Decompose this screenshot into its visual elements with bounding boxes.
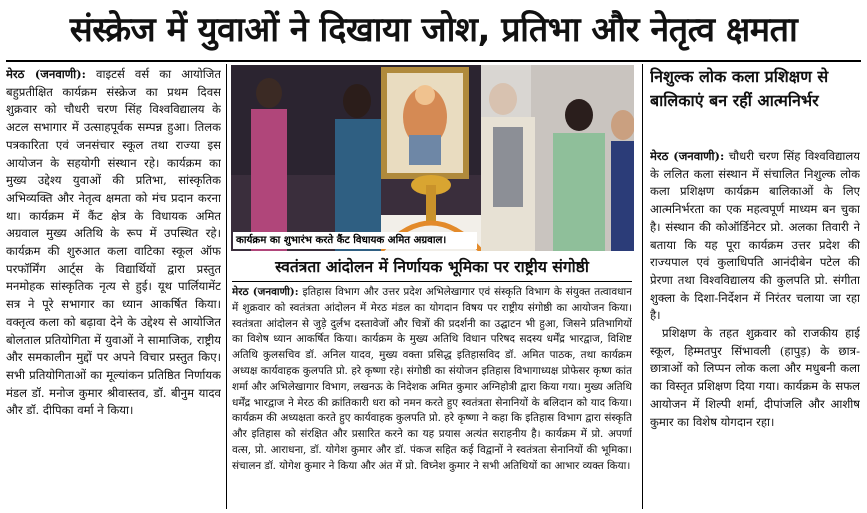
column-divider-left [226, 64, 227, 509]
right-dateline: मेरठ (जनवाणी): [650, 149, 725, 163]
right-article-para-1 [650, 148, 860, 325]
page-headline: संस्क्रेज में युवाओं ने दिखाया जोश, प्रतिभा और नेतृत्व क्षमता [69, 10, 798, 50]
event-photo [231, 65, 634, 251]
right-body-1: चौधरी चरण सिंह विश्वविद्यालय के ललित कला संस्थान में संचालित निशुल्क लोक कला प्रशिक्षण कार्यक्रम बालिकाओं के लिए आत्मनिर्भरता का एक महत्वपूर्ण माध्यम बन चुका है। संस्थान की कोऑर्डिनेटर प्रो. अलका तिवारी ने बताया कि यह पूरा कार्यक्रम उत्तर प्रदेश की राज्यपाल एवं कुलाधिपति आनंदीबेन पटेल की प्रेरणा तथा विश्वविद्यालय की कुलपति प्रो. संगीता शुक्ला के दिशा-निर्देशन में निरंतर चलाया जा रहा है। [650, 149, 860, 323]
middle-article-text [232, 285, 632, 475]
right-article [650, 148, 860, 510]
left-article [6, 66, 221, 508]
event-photo-illustration [231, 65, 634, 251]
middle-dateline: मेरठ (जनवाणी): [232, 286, 299, 298]
right-headline: निशुल्क लोक कला प्रशिक्षण से बालिकाएं बन रहीं आत्मनिर्भर [650, 67, 829, 110]
middle-body: इतिहास विभाग और उत्तर प्रदेश अभिलेखागार एवं संस्कृति विभाग के संयुक्त तत्वावधान में शुक्रवार को स्वतंत्रता आंदोलन में मेरठ मंडल का योगदान विषय पर राष्ट्रीय संगोष्ठी का आयोजन किया। स्वतंत्रता आंदोलन से जुड़े दुर्लभ दस्तावेजों और चित्रों की प्रदर्शनी का उद्घाटन भी हुआ, जिसने प्रतिभागियों का विशेष ध्यान आकर्षित किया। कार्यक्रम के मुख्य अतिथि विधान परिषद सदस्य धर्मेंद्र भारद्वाज, विशिष्ट अतिथि कुलसचिव डॉ. अनिल यादव, मुख्य वक्ता प्रसिद्ध इतिहासविद डॉ. अमित पाठक, तथा कार्यक्रम अध्यक्ष कार्यवाहक कुलपति प्रो. हरे कृष्णा रहे। संगोष्ठी का संयोजन इतिहास विभागाध्यक्ष प्रोफेसर कृष्ण कांत शर्मा और अभिलेखागार विभाग, लखनऊ के निदेशक अमित कुमार अग्निहोत्री द्वारा किया गया। मुख्य अतिथि धर्मेंद्र भारद्वाज ने मेरठ की क्रांतिकारी धरा को नमन करते हुए स्वतंत्रता सेनानियों के बलिदान को याद किया। कार्यक्रम की अध्यक्षता करते हुए कार्यवाहक कुलपति प्रो. हरे कृष्णा ने कहा कि इतिहास विभाग द्वारा संस्कृति और इतिहास को संरक्षित और प्रसारित करने का यह प्रयास अत्यंत सराहनीय है। कार्यक्रम में प्रो. अपर्णा वत्स, प्रो. आराधना, डॉ. योगेश कुमार और डॉ. पंकज सहित कई विद्वानों ने स्वतंत्रता सेनानियों की भूमिका। संचालन डॉ. योगेश कुमार ने किया और अंत में प्रो. विघ्नेश कुमार ने सभी अतिथियों का आभार व्यक्त किया। [232, 286, 632, 472]
column-divider-right [642, 64, 643, 509]
left-article-text [6, 66, 221, 420]
photo-caption: कार्यक्रम का शुभारंभ करते कैंट विधायक अमित अग्रवाल। [233, 232, 477, 249]
middle-headline: स्वतंत्रता आंदोलन में निर्णायक भूमिका पर राष्ट्रीय संगोष्ठी [232, 252, 632, 282]
headline-rule [6, 60, 861, 62]
middle-article [232, 285, 632, 507]
left-dateline: मेरठ (जनवाणी): [6, 67, 86, 81]
right-article-para-2: प्रशिक्षण के तहत शुक्रवार को राजकीय हाई स्कूल, हिम्मतपुर सिंभावली (हापुड़) के छात्र-छात्राओं को लिप्पन लोक कला और मधुबनी कला का विस्तृत प्रशिक्षण दिया गया। कार्यक्रम के सफल आयोजन में शिल्पी शर्मा, दीपांजलि और आशीष कुमार का विशेष योगदान रहा। [650, 326, 860, 429]
left-body: वाइटर्स वर्स का आयोजित बहुप्रतीक्षित कार्यक्रम संस्क्रेज का प्रथम दिवस शुक्रवार को चौधरी चरण सिंह विश्वविद्यालय के अटल सभागार में उत्साहपूर्वक सम्पन्न हुआ। तिलक पत्रकारिता एवं जनसंचार स्कूल तथा राज्या इस आयोजन के सहयोगी संस्थान रहे। कार्यक्रम का मुख्य उद्देश्य युवाओं की प्रतिभा, सांस्कृतिक अभिव्यक्ति और नेतृत्व क्षमता को मंच प्रदान करना था। कार्यक्रम में कैंट क्षेत्र के विधायक अमित अग्रवाल मुख्य अतिथि के रूप में उपस्थित रहे। कार्यक्रम की शुरुआत कला वाटिका स्कूल ऑफ परफॉर्मिंग आर्ट्स के विद्यार्थियों द्वारा प्रस्तुत मनमोहक सांस्कृतिक नृत्य से हुई। यूथ पार्लियामेंट सत्र ने पूरे सभागार का ध्यान आकर्षित किया। वक्तृत्व कला को बढ़ावा देने के उद्देश्य से आयोजित बोलताल प्रतियोगिता में युवाओं ने सामाजिक, राष्ट्रीय और समकालीन मुद्दों पर अपने विचार प्रस्तुत किए। सभी प्रतियोगिताओं का मूल्यांकन प्रतिष्ठित निर्णायक मंडल डॉ. मनोज कुमार श्रीवास्तव, डॉ. बीनुम यादव और डॉ. दीपिका वर्मा ने किया। [6, 67, 221, 418]
